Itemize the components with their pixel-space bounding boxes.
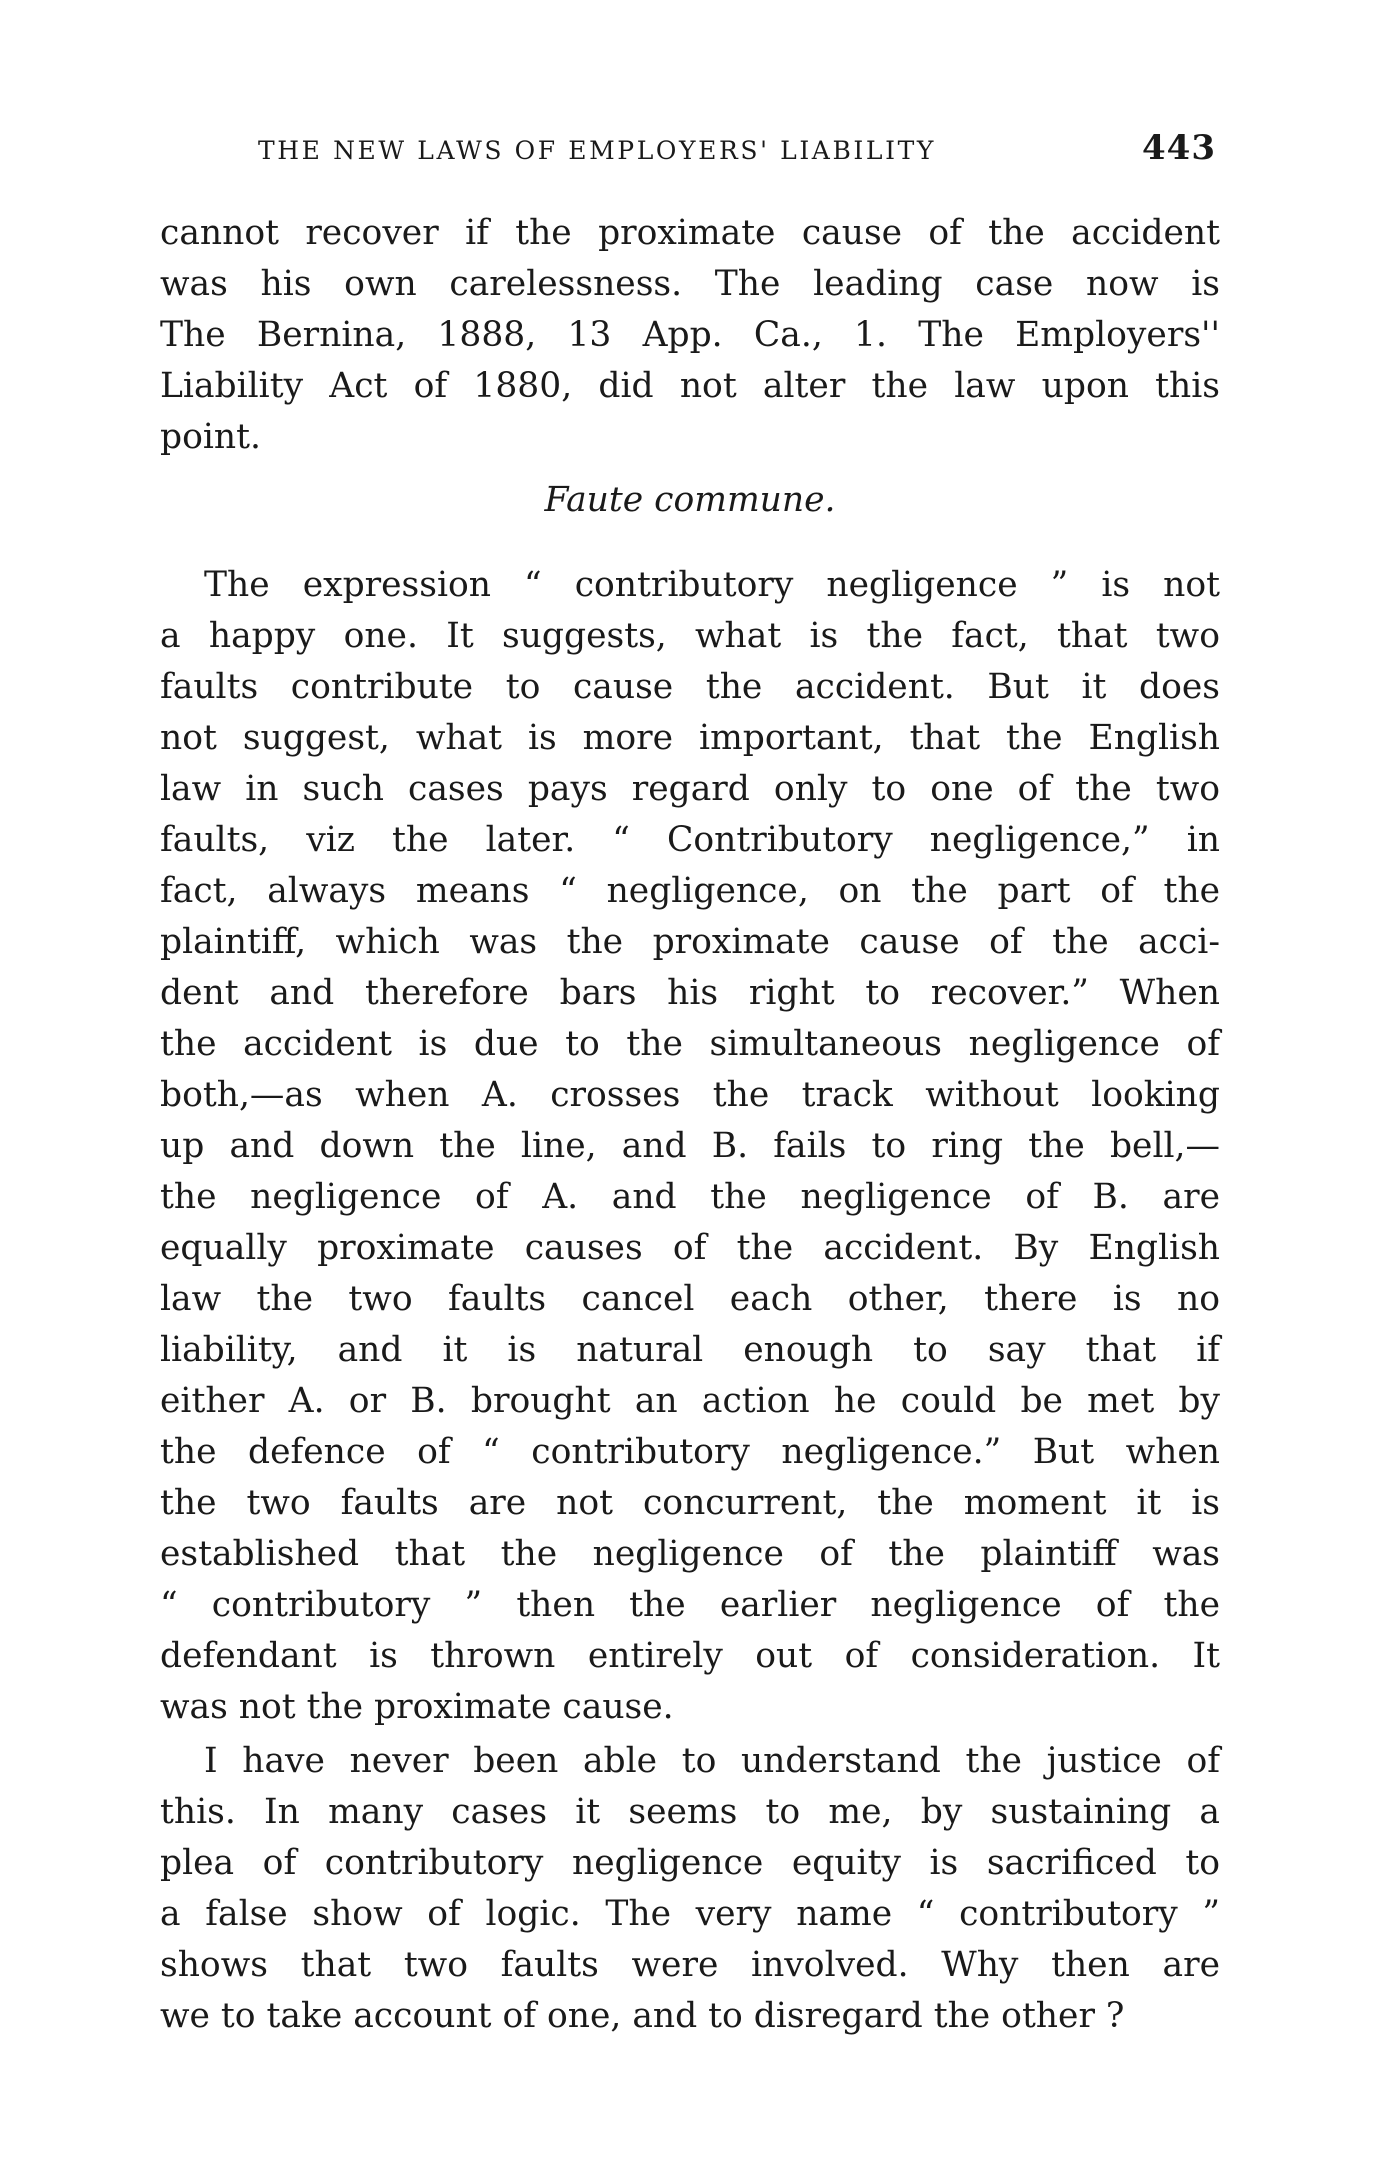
text-line: was his own carelessness. The leading case now is [160, 264, 1220, 304]
text-line: The Bernina, 1888, 13 App. Ca., 1. The Employers'' [160, 315, 1220, 355]
text-line: the negligence of A. and the negligence of B. are [160, 1177, 1220, 1217]
text-line: not suggest, what is more important, that the English [160, 718, 1220, 758]
text-line: shows that two faults were involved. Why then are [160, 1945, 1220, 1985]
text-line: this. In many cases it seems to me, by sustaining a [160, 1792, 1220, 1832]
text-line: a happy one. It suggests, what is the fact, that two [160, 616, 1220, 656]
running-title: THE NEW LAWS OF EMPLOYERS' LIABILITY [258, 136, 936, 165]
text-line: plaintiff, which was the proximate cause of the acci- [160, 922, 1220, 962]
text-line: we to take account of one, and to disregard the other ? [160, 1996, 1125, 2036]
text-line: a false show of logic. The very name “ contributory ” [160, 1894, 1220, 1934]
paragraph-contributory-negligence [160, 560, 1220, 1733]
page-number: 443 [1142, 128, 1216, 168]
text-line: the two faults are not concurrent, the moment it is [160, 1483, 1220, 1523]
paragraph-continuation [160, 208, 1220, 463]
text-line: defendant is thrown entirely out of consideration. It [160, 1636, 1220, 1676]
section-heading: Faute commune. [544, 480, 836, 520]
body-text [160, 208, 1220, 2042]
text-line: The expression “ contributory negligence ” is not [204, 565, 1220, 605]
text-line: established that the negligence of the plaintiff was [160, 1534, 1220, 1574]
text-line: faults contribute to cause the accident. But it does [160, 667, 1220, 707]
text-line: I have never been able to understand the justice of [204, 1741, 1220, 1781]
text-line: equally proximate causes of the accident. By English [160, 1228, 1220, 1268]
running-head [258, 128, 1216, 178]
text-line: law the two faults cancel each other, there is no [160, 1279, 1220, 1319]
text-line: up and down the line, and B. fails to ring the bell,— [160, 1126, 1220, 1166]
text-line: faults, viz the later. “ Contributory negligence,” in [160, 820, 1220, 860]
text-line: point. [160, 417, 261, 457]
paragraph-justice [160, 1736, 1220, 2042]
text-line: the defence of “ contributory negligence.” But when [160, 1432, 1220, 1472]
text-line: Liability Act of 1880, did not alter the law upon this [160, 366, 1220, 406]
text-line: the accident is due to the simultaneous negligence of [160, 1024, 1220, 1064]
text-line: dent and therefore bars his right to recover.” When [160, 973, 1220, 1013]
text-line: cannot recover if the proximate cause of the accident [160, 213, 1220, 253]
text-line: law in such cases pays regard only to one of the two [160, 769, 1220, 809]
text-line: fact, always means “ negligence, on the part of the [160, 871, 1220, 911]
text-line: “ contributory ” then the earlier negligence of the [160, 1585, 1220, 1625]
text-line: was not the proximate cause. [160, 1687, 674, 1727]
text-line: either A. or B. brought an action he could be met by [160, 1381, 1220, 1421]
text-line: liability, and it is natural enough to say that if [160, 1330, 1220, 1370]
text-line: plea of contributory negligence equity is sacrificed to [160, 1843, 1220, 1883]
text-line: both,—as when A. crosses the track without looking [160, 1075, 1220, 1115]
